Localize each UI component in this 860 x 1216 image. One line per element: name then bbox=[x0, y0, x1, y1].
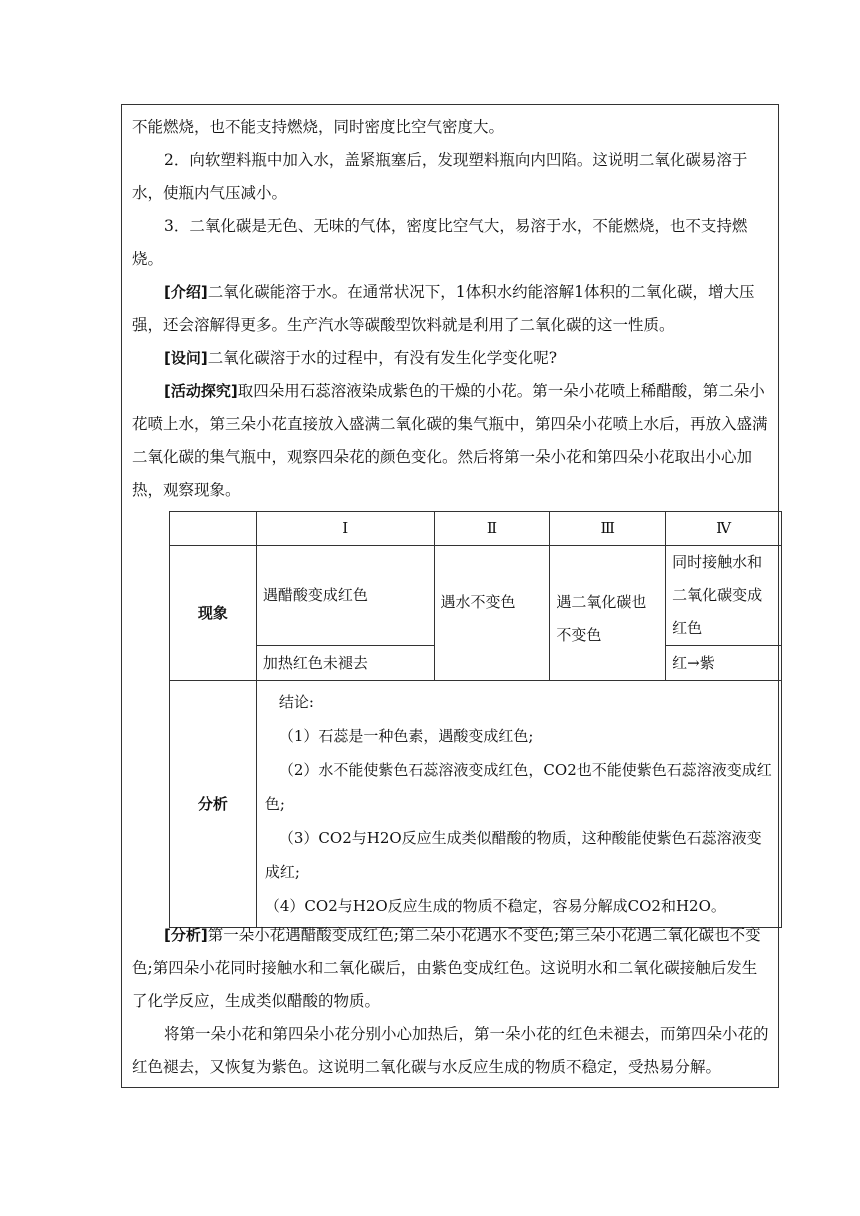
table-header-row bbox=[170, 512, 782, 546]
paragraph-3: 3．二氧化碳是无色、无味的气体，密度比空气大，易溶于水，不能燃烧，也不支持燃烧。 bbox=[132, 217, 748, 268]
conclusion-3: （3）CO2与H2O反应生成类似醋酸的物质，这种酸能使紫色石蕊溶液变成红; bbox=[264, 829, 762, 881]
intro-text: 二氧化碳能溶于水。在通常状况下，1体积水约能溶解1体积的二氧化碳，增大压强，还会溶解得更多。生产汽水等碳酸型饮料就是利用了二氧化碳的这一性质。 bbox=[132, 283, 755, 334]
conclusion-4: （4）CO2与H2O反应生成的物质不稳定，容易分解成CO2和H2O。 bbox=[264, 897, 726, 915]
analysis-paragraph bbox=[132, 919, 770, 1018]
header-3: Ⅲ bbox=[550, 512, 666, 546]
activity-tag: [活动探究] bbox=[164, 382, 238, 400]
paragraph-top: 不能燃烧，也不能支持燃烧，同时密度比空气密度大。 bbox=[132, 118, 505, 136]
conclusion-1: （1）石蕊是一种色素，遇酸变成红色; bbox=[278, 727, 534, 745]
header-empty bbox=[170, 512, 257, 546]
analysis-text: 第一朵小花遇醋酸变成红色;第二朵小花遇水不变色;第三朵小花遇二氧化碳也不变色;第四朵小花同时接触水和二氧化碳后，由紫色变成红色。这说明水和二氧化碳接触后发生了化学反应，生成类似醋酸的物质。 bbox=[132, 926, 761, 1010]
cell-1a: 遇醋酸变成红色 bbox=[256, 546, 434, 646]
intro-tag: [介绍] bbox=[164, 283, 208, 301]
cell-1b: 加热红色未褪去 bbox=[256, 646, 434, 681]
intro-paragraph bbox=[132, 276, 770, 342]
question-text: 二氧化碳溶于水的过程中，有没有发生化学变化呢? bbox=[207, 349, 558, 367]
activity-text: 取四朵用石蕊溶液染成紫色的干燥的小花。第一朵小花喷上稀醋酸，第二朵小花喷上水，第三朵小花直接放入盛满二氧化碳的集气瓶中，第四朵小花喷上水后，再放入盛满二氧化碳的集气瓶中，观察四朵花的颜色变化。然后将第一朵小花和第四朵小花取出小心加热，观察现象。 bbox=[132, 382, 768, 499]
header-4: Ⅳ bbox=[666, 512, 782, 546]
question-tag: [设问] bbox=[164, 349, 208, 367]
analysis-row bbox=[170, 681, 782, 928]
cell-2: 遇水不变色 bbox=[434, 546, 550, 681]
phenomenon-label: 现象 bbox=[170, 546, 257, 681]
cell-4a: 同时接触水和二氧化碳变成红色 bbox=[666, 546, 782, 646]
header-2: Ⅱ bbox=[434, 512, 550, 546]
cell-4b: 红→紫 bbox=[666, 646, 782, 681]
activity-paragraph bbox=[132, 375, 770, 507]
analysis-tag: [分析] bbox=[164, 926, 208, 944]
analysis-label: 分析 bbox=[170, 681, 257, 928]
experiment-table bbox=[169, 511, 782, 928]
content-frame bbox=[121, 104, 779, 1088]
cell-3: 遇二氧化碳也不变色 bbox=[550, 546, 666, 681]
question-paragraph bbox=[132, 342, 770, 375]
paragraph-2: 2．向软塑料瓶中加入水，盖紧瓶塞后，发现塑料瓶向内凹陷。这说明二氧化碳易溶于水，使瓶内气压减小。 bbox=[132, 151, 748, 202]
conclusion-title: 结论: bbox=[278, 693, 314, 711]
phenomenon-row-1 bbox=[170, 546, 782, 646]
header-1: Ⅰ bbox=[256, 512, 434, 546]
conclusion-2: （2）水不能使紫色石蕊溶液变成红色，CO2也不能使紫色石蕊溶液变成红色; bbox=[264, 761, 772, 813]
lesson-text bbox=[132, 111, 770, 507]
lesson-tail bbox=[132, 919, 770, 1084]
final-paragraph: 将第一朵小花和第四朵小花分别小心加热后，第一朵小花的红色未褪去，而第四朵小花的红色褪去，又恢复为紫色。这说明二氧化碳与水反应生成的物质不稳定，受热易分解。 bbox=[132, 1025, 769, 1076]
analysis-cell bbox=[256, 681, 781, 928]
